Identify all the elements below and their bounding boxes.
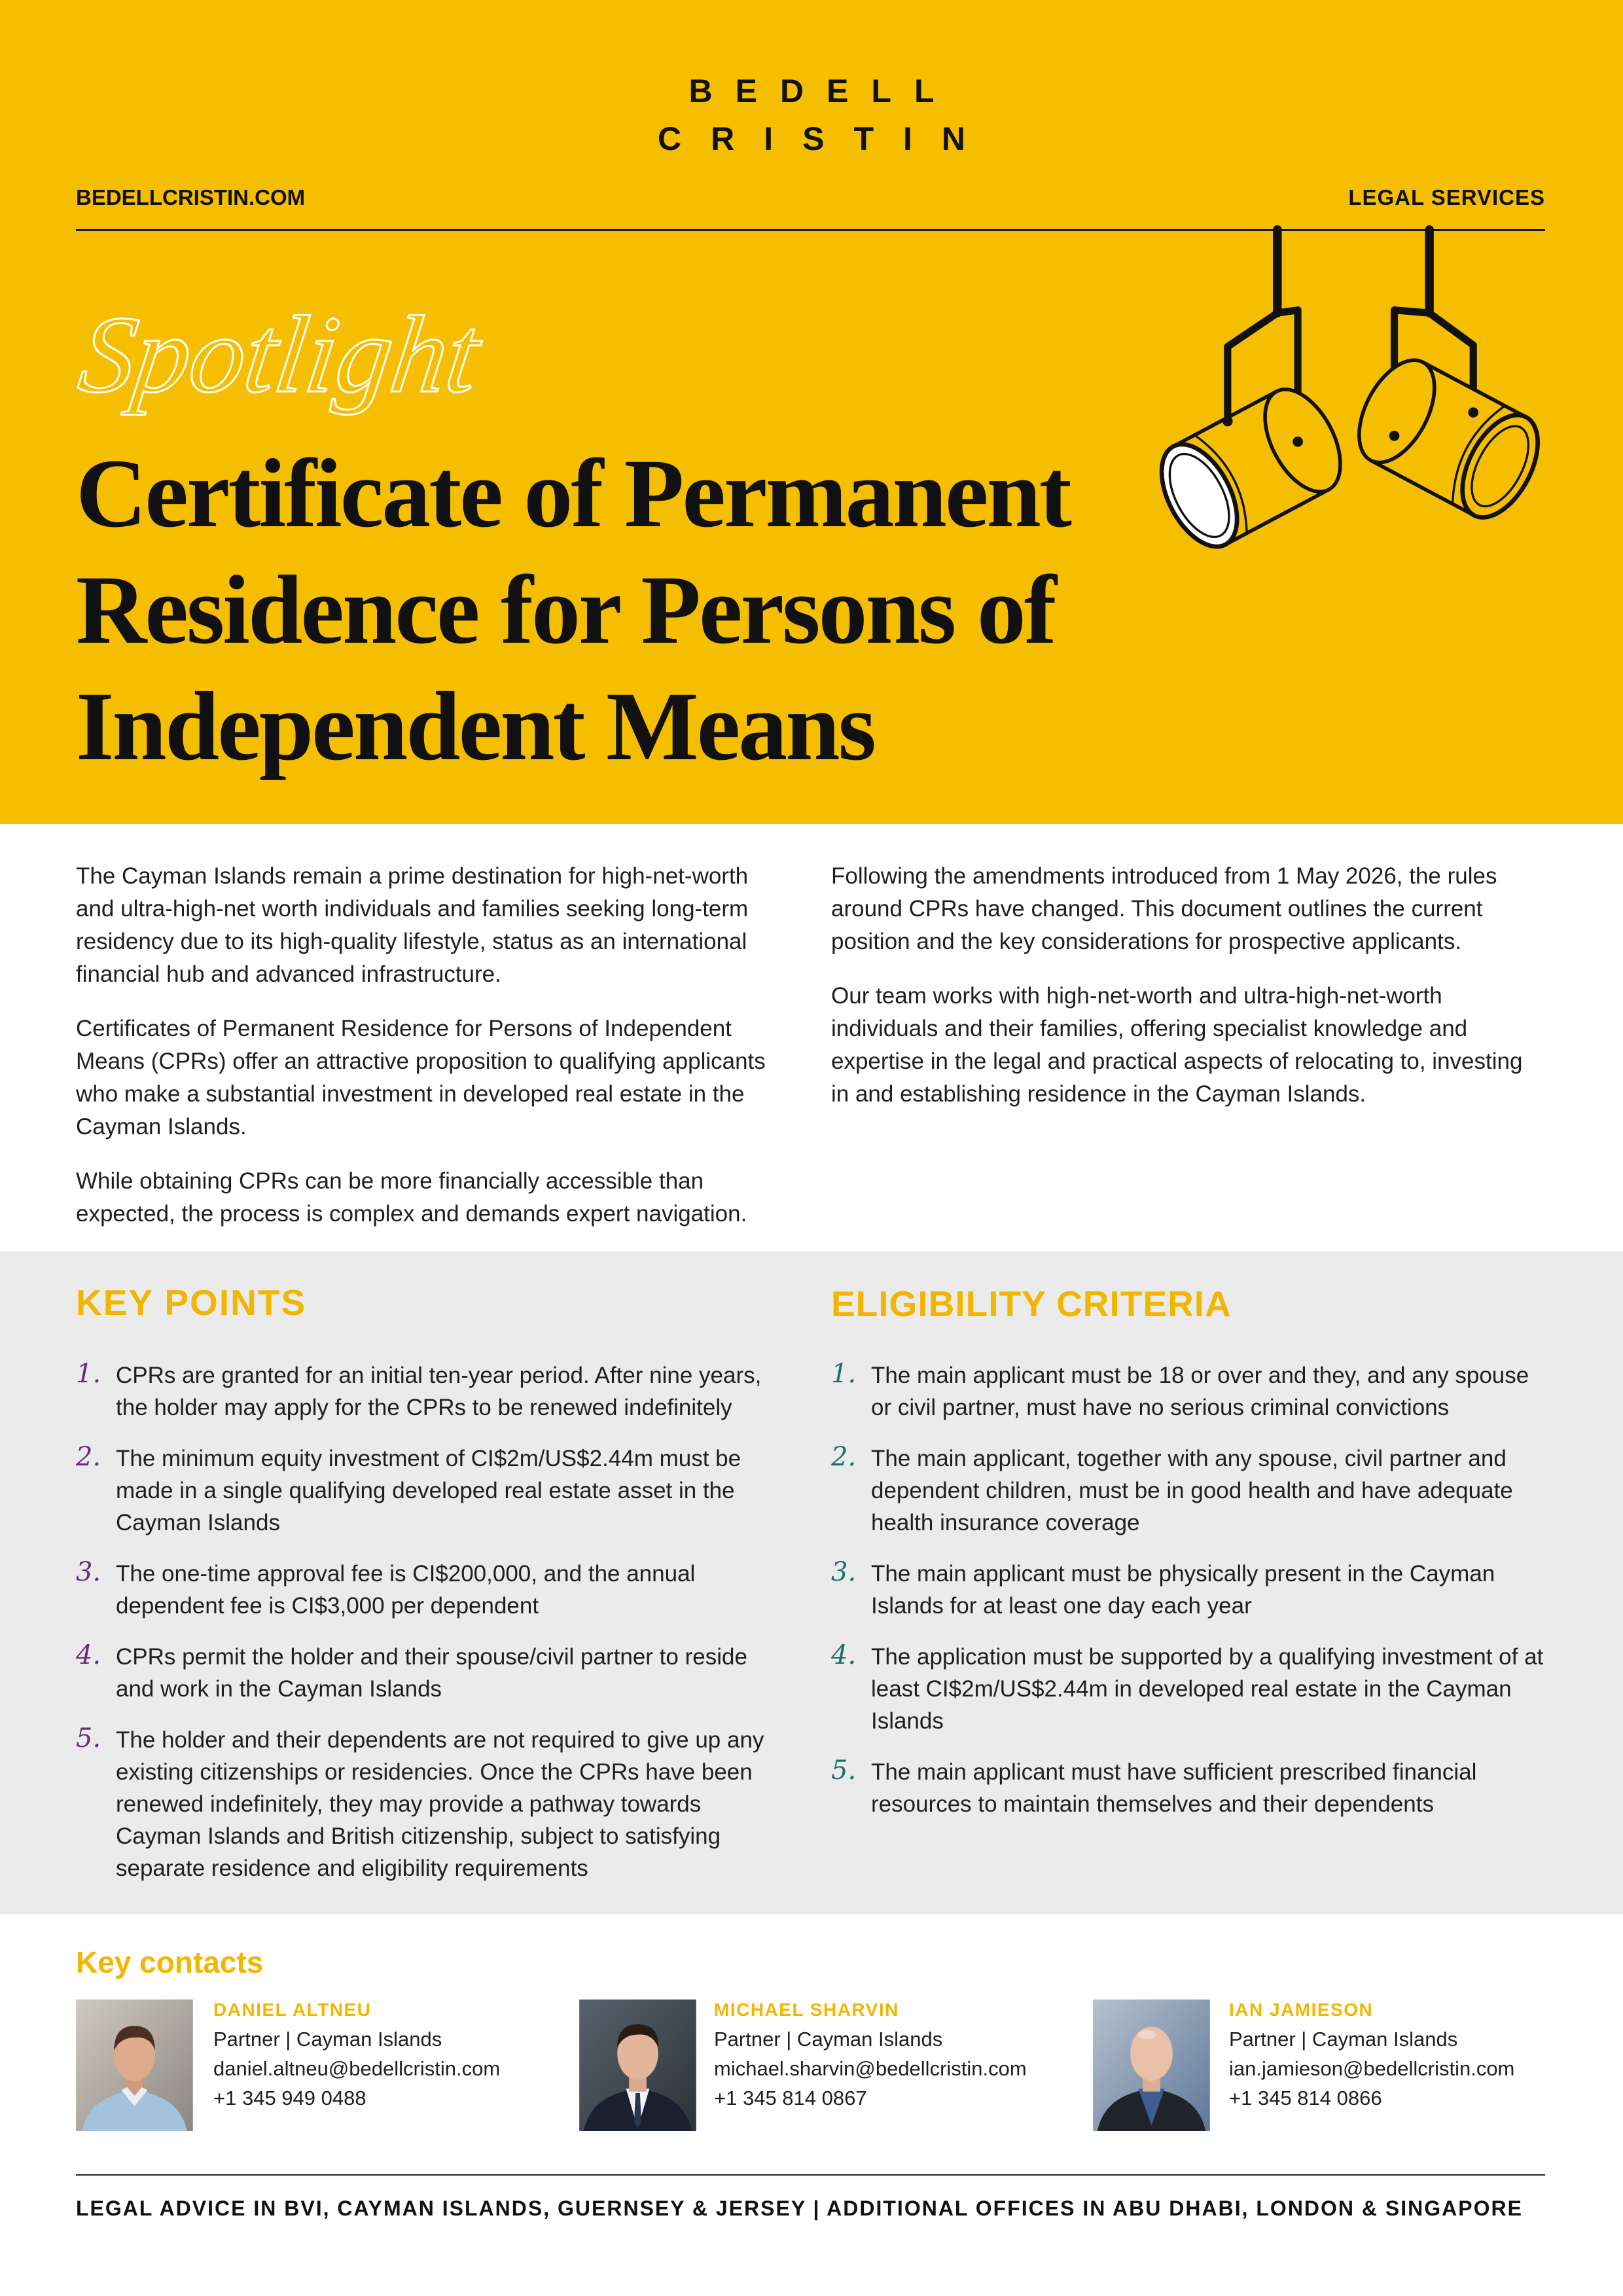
intro-column-right [831,860,1545,1132]
list-number: 1. [831,1359,857,1389]
right-lamp-pivot [1469,408,1478,416]
contact-email[interactable]: daniel.altneu@bedellcristin.com [213,2057,501,2080]
list-number: 2. [831,1442,857,1472]
left-spotlight-lamp [1146,230,1355,559]
list-item-text: CPRs are granted for an initial ten-year period. After nine years, the holder may apply for the CPRs to be renewed indefinitely [116,1363,762,1420]
list-item-text: The one-time approval fee is CI$200,000, and the annual dependent fee is CI$3,000 per dependent [116,1561,696,1619]
website-link[interactable]: BEDELLCRISTIN.COM [76,185,306,209]
left-lamp-pivot [1293,437,1302,446]
list-item-text: The main applicant must be 18 or over and they, and any spouse or civil partner, must have no serious criminal convictions [871,1363,1529,1420]
list-item-text: The application must be supported by a qualifying investment of at least CI$2m/US$2.44m in developed real estate in the Cayman Islands [871,1644,1544,1734]
avatar-photo [579,2000,696,2131]
list-item [76,1359,790,1424]
intro-paragraph: Our team works with high-net-worth and ultra-high-net-worth individuals and their families, offering specialist knowledge and expertise in the legal and practical aspects of relocating to, investing in and establishing residence in the Cayman Islands. [831,983,1523,1107]
list-item [76,1558,790,1622]
contact-role: Partner | Cayman Islands [714,2028,943,2051]
contact-phone: +1 345 949 0488 [213,2087,366,2109]
list-item [76,1443,790,1539]
logo-wordmark-line-2: CRISTIN [658,120,995,157]
list-item [76,1641,790,1705]
intro-paragraph: The Cayman Islands remain a prime destination for high-net-worth and ultra-high-net worth individuals and families seeking long-term residency due to its high-quality lifestyle, status as an international financial hub and advanced infrastructure. [76,863,749,987]
list-number: 2. [76,1442,101,1472]
eligibility-heading: ELIGIBILITY CRITERIA [831,1283,1232,1324]
intro-column-left [76,860,790,1252]
page-title [76,435,1070,785]
contact-phone: +1 345 814 0867 [714,2087,867,2109]
contact-card [213,1995,500,2113]
category-label: LEGAL SERVICES [1348,185,1545,209]
title-line-3: Independent Means [76,672,875,781]
intro-paragraph: Following the amendments introduced from 1 May 2026, the rules around CPRs have changed. This document outlines the current position and the key considerations for prospective applicants. [831,863,1497,954]
avatar-photo [1093,2000,1210,2131]
list-item-text: The main applicant must be physically present in the Cayman Islands for at least one day each year [871,1561,1495,1619]
right-lamp-pivot [1390,431,1399,440]
list-item-text: The main applicant, together with any spouse, civil partner and dependent children, must be in good health and have adequate health insurance coverage [871,1446,1513,1535]
contact-card [1229,1995,1514,2113]
list-number: 5. [76,1723,101,1753]
intro-paragraph: Certificates of Permanent Residence for Persons of Independent Means (CPRs) offer an attractive proposition to qualifying applicants who make a substantial investment in developed real estate in the Cayman Islands. [76,1016,766,1139]
list-item [831,1756,1545,1820]
footer-divider [76,2174,1545,2176]
list-item [831,1443,1545,1539]
left-lamp-pivot [1223,417,1232,425]
list-number: 3. [76,1557,101,1587]
list-number: 4. [76,1640,101,1670]
contact-email[interactable]: michael.sharvin@bedellcristin.com [714,2057,1027,2080]
right-spotlight-lamp [1344,230,1553,529]
logo-wordmark-line-1: BEDELL [688,73,957,109]
contact-name: DANIEL ALTNEU [213,2000,372,2020]
list-item-text: CPRs permit the holder and their spouse/civil partner to reside and work in the Cayman Islands [116,1644,747,1702]
contact-name: MICHAEL SHARVIN [714,2000,899,2020]
left-lamp-body [1146,377,1355,559]
key-points-heading: KEY POINTS [76,1282,307,1323]
contact-role: Partner | Cayman Islands [1229,2028,1458,2051]
contact-phone: +1 345 814 0866 [1229,2087,1382,2109]
list-number: 4. [831,1640,857,1670]
list-item-text: The main applicant must have sufficient prescribed financial resources to maintain themselves and their dependents [871,1759,1477,1817]
spotlight-script-label: Spotlight [72,294,487,416]
avatar-head-shine [1138,2030,1156,2039]
list-number: 5. [831,1755,857,1785]
list-item [831,1641,1545,1737]
list-number: 3. [831,1557,857,1587]
intro-paragraph: While obtaining CPRs can be more financially accessible than expected, the process is complex and demands expert navigation. [76,1168,747,1227]
right-lamp-body [1344,348,1553,529]
list-item-text: The minimum equity investment of CI$2m/US$2.44m must be made in a single qualifying developed real estate asset in the Cayman Islands [116,1446,741,1535]
avatar-photo [76,2000,193,2131]
key-points-list [76,1359,790,1903]
contact-name: IAN JAMIESON [1229,2000,1374,2020]
title-line-1: Certificate of Permanent [76,439,1070,548]
list-item [76,1724,790,1884]
spotlight-lamps-icon [1141,219,1565,585]
eligibility-list [831,1359,1545,1839]
contact-role: Partner | Cayman Islands [213,2028,442,2051]
contact-card [714,1995,1027,2113]
footer-offices-text: LEGAL ADVICE IN BVI, CAYMAN ISLANDS, GUERNSEY & JERSEY | ADDITIONAL OFFICES IN ABU DHABI, LONDON & SINGAPORE [76,2197,1523,2220]
list-item-text: The holder and their dependents are not required to give up any existing citizenships or residencies. Once the CPRs have been renewed indefinitely, they may provide a pathway towards Cayman Islands and British citizenship, subject to satisfying separate residence and eligibility requirements [116,1727,764,1881]
list-number: 1. [76,1359,101,1389]
contact-email[interactable]: ian.jamieson@bedellcristin.com [1229,2057,1515,2080]
key-contacts-heading: Key contacts [76,1945,264,1979]
list-item [831,1359,1545,1424]
title-line-2: Residence for Persons of [76,556,1055,664]
list-item [831,1558,1545,1622]
